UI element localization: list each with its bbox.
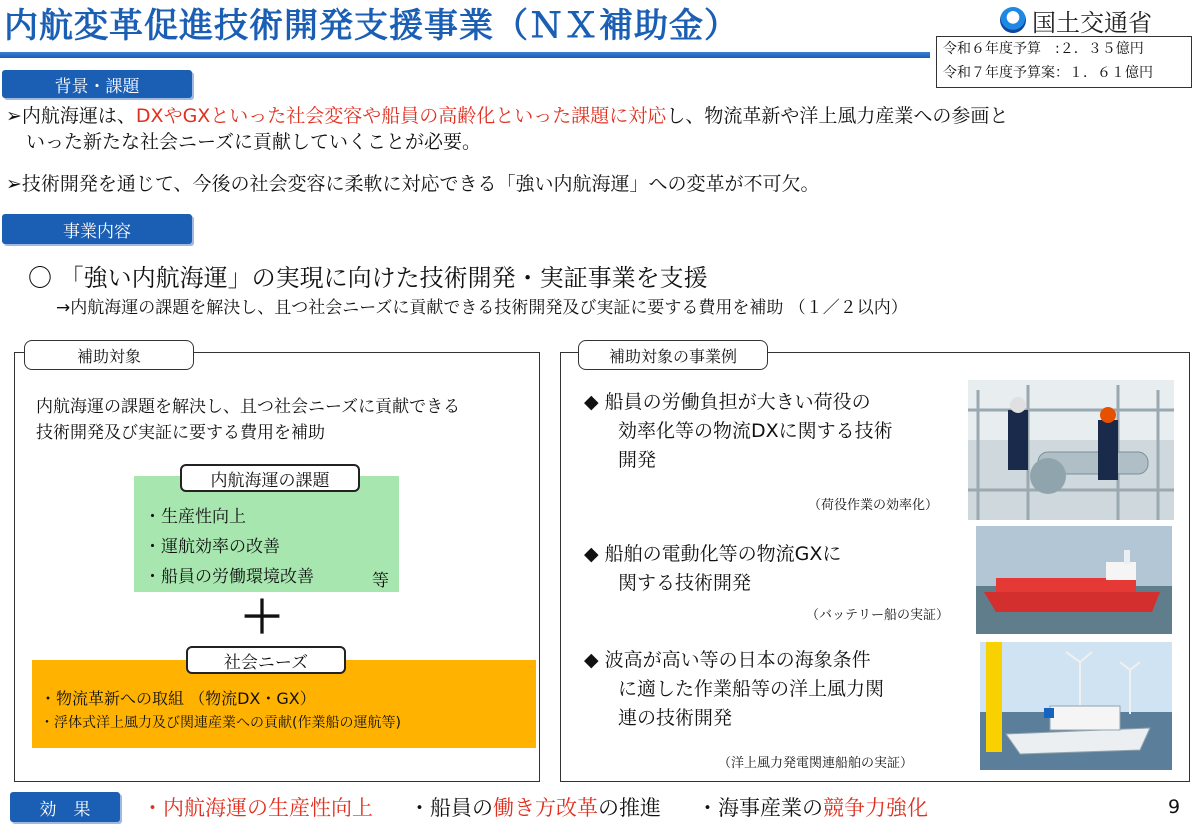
example-line: 連の技術開発 — [618, 707, 733, 729]
example-line: 効率化等の物流DXに関する技術 — [618, 420, 893, 442]
effect-highlight: 競争力強化 — [823, 796, 928, 820]
desc-line: 技術開発及び実証に要する費用を補助 — [36, 423, 325, 443]
page-title: 内航変革促進技術開発支援事業（ＮＸ補助金） — [4, 6, 739, 46]
effect-bullet: ・内航海運の — [142, 796, 268, 820]
plus-icon: ＋ — [240, 592, 284, 643]
page-number: 9 — [1168, 796, 1181, 818]
example-1-text — [584, 388, 893, 475]
issue-item: ・運航効率の改善 — [144, 537, 280, 557]
budget-line: 令和６年度予算 :２．３５億円 — [943, 41, 1144, 57]
subsidy-description — [36, 394, 460, 446]
effect-text: ・海事産業の — [697, 796, 823, 820]
offshore-wind-vessel-photo — [980, 642, 1172, 770]
need-item: ・浮体式洋上風力及び関連産業への貢献(作業船の運航等) — [40, 715, 401, 731]
example-3-text — [584, 646, 884, 733]
issues-etc: 等 — [372, 571, 389, 591]
background-line-2: ➢技術開発を通じて、今後の社会変容に柔軟に対応できる「強い内航海運」への変革が不可欠。 — [6, 173, 820, 195]
ministry-name: 国土交通省 — [1032, 8, 1152, 37]
example-2-text — [584, 540, 841, 598]
background-line-1 — [6, 104, 1008, 128]
example-line: 関する技術開発 — [618, 572, 752, 594]
ministry-logo-icon — [1000, 7, 1026, 33]
budget-box — [936, 36, 1192, 88]
section-tab-background: 背景・課題 — [2, 70, 192, 98]
example-2-caption: （バッテリー船の実証） — [806, 608, 950, 623]
budget-line: 令和７年度予算案：１．６１億円 — [943, 65, 1153, 81]
effect-highlight: 生産性向上 — [268, 796, 373, 820]
effect-item — [697, 792, 928, 822]
effect-text: の推進 — [598, 796, 661, 820]
issue-item: ・船員の労働環境改善 — [144, 567, 314, 587]
effects-row — [142, 792, 928, 822]
panel-tab-examples: 補助対象の事業例 — [578, 340, 768, 370]
example-1-caption: （荷役作業の効率化） — [808, 498, 939, 513]
highlight-text: DXやGXといった社会変容や船員の高齢化といった課題に対応 — [135, 105, 667, 127]
need-item: ・物流革新への取組 （物流DX・GX） — [40, 689, 316, 708]
section-tab-effect: 効 果 — [10, 792, 120, 822]
background-line-1-cont: いった新たな社会ニーズに貢献していくことが必要。 — [26, 131, 482, 153]
panel-tab-subsidy-target: 補助対象 — [24, 340, 194, 370]
cargo-handling-photo — [968, 380, 1174, 520]
example-line: ◆ 波高が高い等の日本の海象条件 — [584, 649, 871, 671]
needs-label: 社会ニーズ — [186, 646, 346, 674]
section-tab-content: 事業内容 — [2, 214, 192, 244]
effect-text: ・船員の — [409, 796, 493, 820]
issue-item: ・生産性向上 — [144, 507, 246, 527]
battery-ship-photo — [976, 526, 1172, 634]
main-statement: 〇 「強い内航海運」の実現に向けた技術開発・実証事業を支援 — [28, 264, 708, 292]
ministry-brand — [1000, 4, 1152, 36]
example-line: 開発 — [618, 449, 657, 471]
example-line: ◆ 船舶の電動化等の物流GXに — [584, 543, 842, 565]
effect-item — [142, 792, 373, 822]
sub-statement: →内航海運の課題を解決し、且つ社会ニーズに貢献できる技術開発及び実証に要する費用を補助 （１／２以内） — [56, 298, 908, 318]
example-3-caption: （洋上風力発電関連船舶の実証） — [718, 756, 914, 771]
title-underline — [0, 52, 930, 58]
example-line: ◆ 船員の労働負担が大きい荷役の — [584, 391, 871, 413]
text-segment: ➢内航海運は、 — [6, 105, 136, 127]
desc-line: 内航海運の課題を解決し、且つ社会ニーズに貢献できる — [36, 397, 461, 417]
effect-highlight: 働き方改革 — [493, 796, 598, 820]
issues-label: 内航海運の課題 — [180, 464, 360, 492]
example-line: に適した作業船等の洋上風力関 — [618, 678, 885, 700]
effect-item — [409, 792, 661, 822]
text-segment: し、物流革新や洋上風力産業への参画と — [666, 105, 1009, 127]
